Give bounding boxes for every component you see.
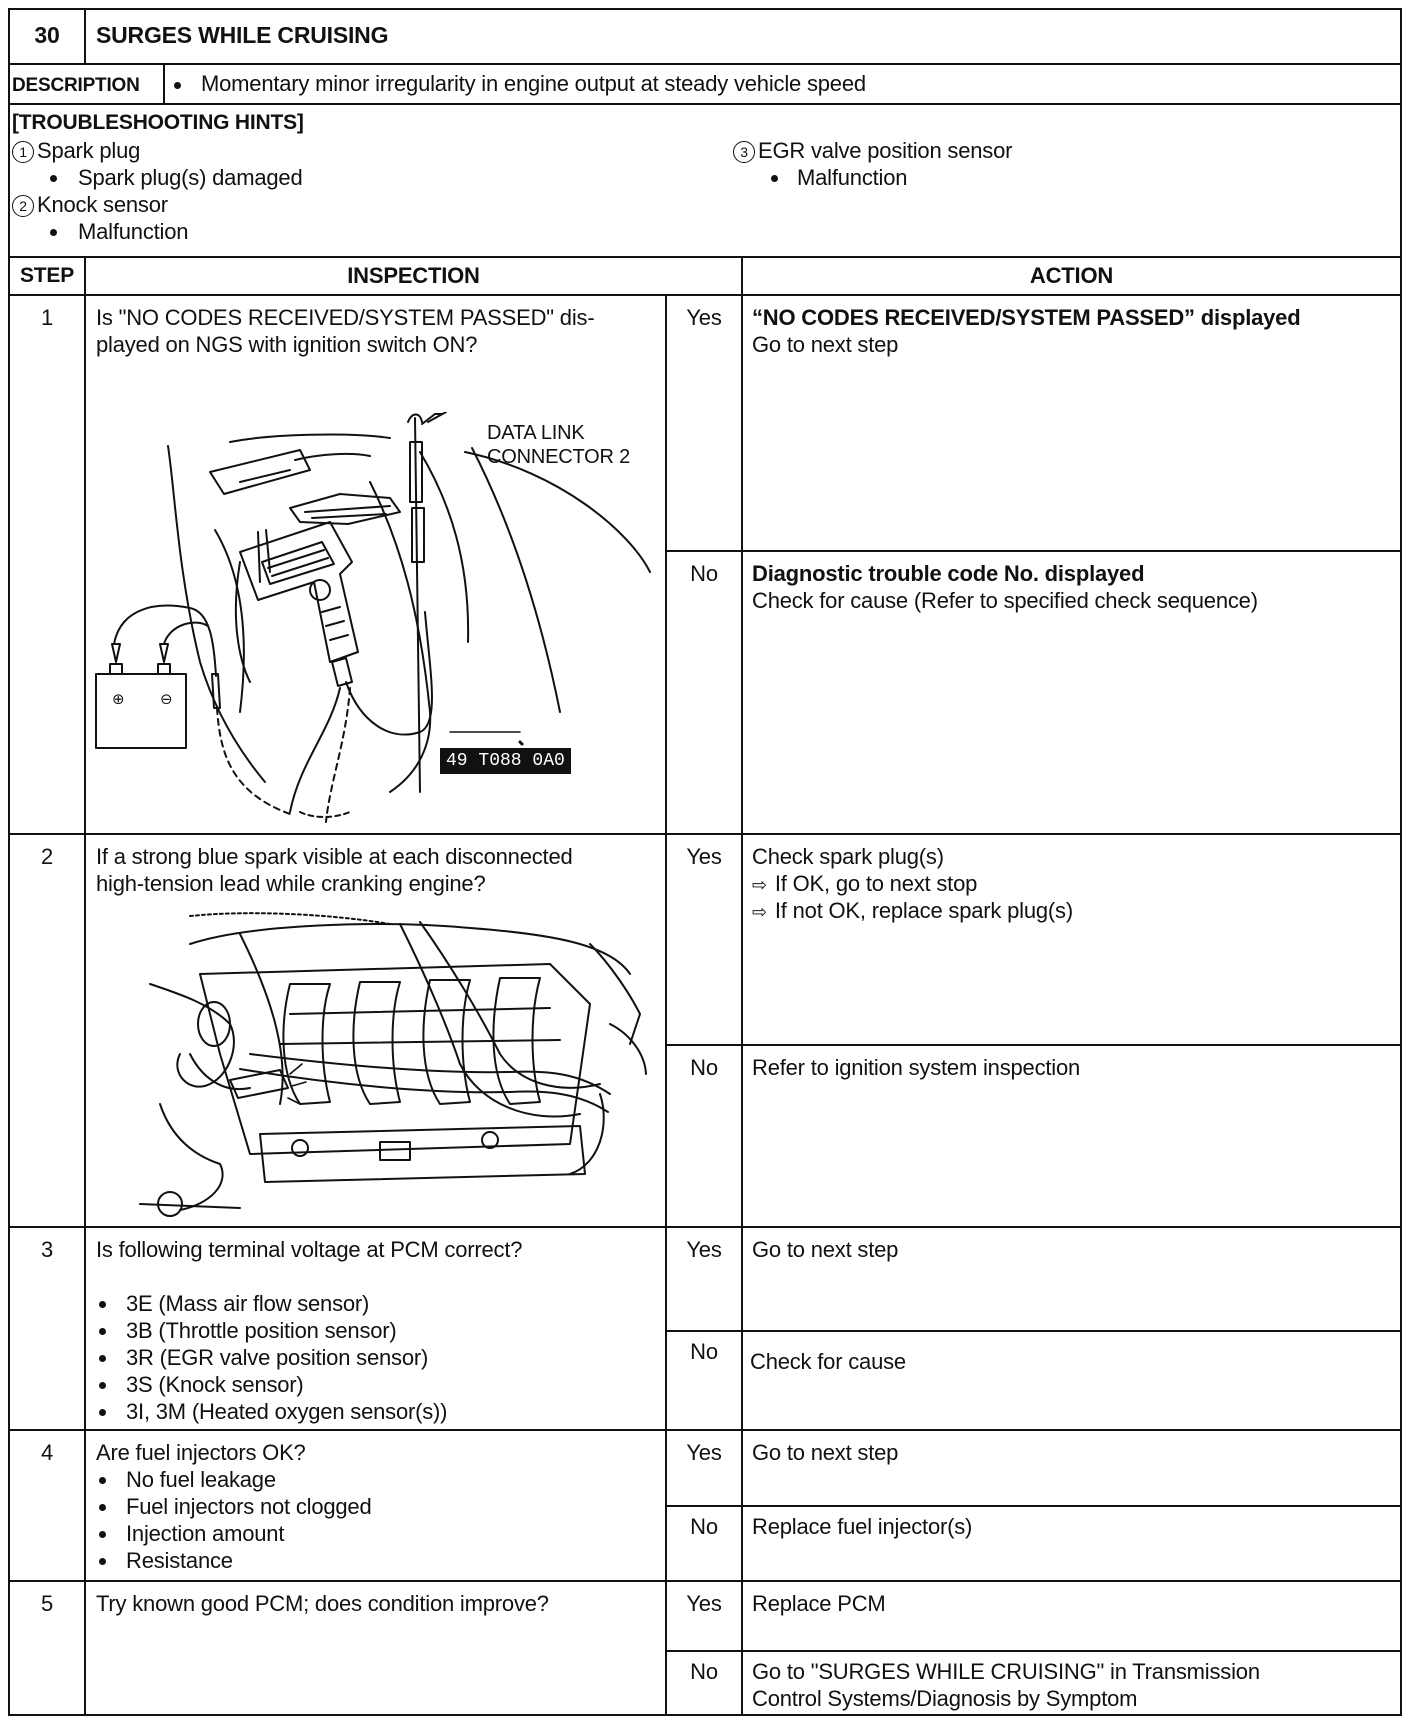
action-text: Check for cause bbox=[750, 1349, 906, 1374]
rule bbox=[8, 103, 1402, 105]
figure-label: DATA LINK bbox=[487, 422, 585, 444]
action-text: If OK, go to next stop bbox=[774, 871, 978, 896]
description-label: DESCRIPTION bbox=[12, 75, 140, 96]
hint-item-3 bbox=[733, 137, 1012, 164]
no-label: No bbox=[690, 1339, 718, 1364]
column-header-inspection: INSPECTION bbox=[347, 263, 480, 288]
hint-name: EGR valve position sensor bbox=[758, 138, 1013, 163]
bullet-text: 3I, 3M (Heated oxygen sensor(s)) bbox=[126, 1399, 448, 1424]
column-header-step: STEP bbox=[19, 264, 75, 287]
rule bbox=[665, 1330, 1402, 1332]
bullet-icon bbox=[99, 1409, 106, 1416]
action-text: Go to next step bbox=[752, 332, 899, 357]
yes-label: Yes bbox=[686, 844, 722, 869]
inspection-text: Are fuel injectors OK? bbox=[96, 1440, 306, 1465]
bullet-text: 3S (Knock sensor) bbox=[126, 1372, 304, 1397]
bullet-icon bbox=[99, 1328, 106, 1335]
bullet-icon bbox=[99, 1477, 106, 1484]
bullet-icon bbox=[771, 175, 778, 182]
no-label: No bbox=[690, 1055, 718, 1080]
step-number: 1 bbox=[40, 305, 54, 330]
hints-title: [TROUBLESHOOTING HINTS] bbox=[12, 111, 304, 134]
hint-item-1 bbox=[12, 137, 140, 164]
action-text: Refer to ignition system inspection bbox=[752, 1055, 1081, 1080]
action-text: If not OK, replace spark plug(s) bbox=[774, 898, 1073, 923]
section-number: 30 bbox=[34, 22, 60, 48]
column-header-action: ACTION bbox=[1029, 263, 1114, 288]
inspection-text: Is following terminal voltage at PCM correct? bbox=[96, 1237, 523, 1262]
action-text: Replace PCM bbox=[752, 1591, 886, 1616]
tool-number-tag: 49 T088 0A0 bbox=[440, 748, 571, 774]
hint-name: Spark plug bbox=[37, 138, 141, 163]
rule bbox=[84, 256, 86, 1716]
arrow-right-icon: ⇨ bbox=[752, 875, 767, 896]
rule bbox=[8, 1580, 1402, 1582]
inspection-text: played on NGS with ignition switch ON? bbox=[96, 332, 478, 357]
bullet-text: 3R (EGR valve position sensor) bbox=[126, 1345, 429, 1370]
minus-icon: ⊖ bbox=[160, 690, 173, 708]
bullet-icon bbox=[99, 1355, 106, 1362]
yes-label: Yes bbox=[686, 1440, 722, 1465]
bullet-text: Injection amount bbox=[126, 1521, 285, 1546]
rule bbox=[8, 1226, 1402, 1228]
bullet-text: 3B (Throttle position sensor) bbox=[126, 1318, 397, 1343]
bullet-icon bbox=[99, 1301, 106, 1308]
rule bbox=[8, 8, 1402, 10]
action-item bbox=[752, 870, 977, 899]
no-label: No bbox=[690, 561, 718, 586]
action-title: “NO CODES RECEIVED/SYSTEM PASSED” displayed bbox=[752, 305, 1301, 330]
rule bbox=[1400, 8, 1402, 1716]
rule bbox=[665, 1650, 1402, 1652]
bullet-icon bbox=[50, 229, 57, 236]
description-text: Momentary minor irregularity in engine output at steady vehicle speed bbox=[201, 71, 866, 96]
action-text: Go to "SURGES WHILE CRUISING" in Transmission bbox=[752, 1659, 1260, 1684]
action-text: Check spark plug(s) bbox=[752, 844, 944, 869]
hint-name: Knock sensor bbox=[37, 192, 168, 217]
yes-label: Yes bbox=[686, 1591, 722, 1616]
hint-detail: Malfunction bbox=[78, 219, 189, 244]
rule bbox=[163, 63, 165, 105]
circled-number-icon: 1 bbox=[12, 141, 34, 163]
rule bbox=[8, 833, 1402, 835]
rule bbox=[84, 8, 86, 65]
step-number: 4 bbox=[40, 1440, 54, 1465]
action-item bbox=[752, 897, 1073, 926]
rule bbox=[8, 294, 1402, 296]
bullet-text: Fuel injectors not clogged bbox=[126, 1494, 372, 1519]
circled-number-icon: 2 bbox=[12, 195, 34, 217]
page-title: SURGES WHILE CRUISING bbox=[96, 22, 389, 48]
bullet-icon bbox=[174, 82, 181, 89]
rule bbox=[8, 63, 1402, 65]
action-text: Go to next step bbox=[752, 1440, 899, 1465]
rule bbox=[8, 1429, 1402, 1431]
hint-item-2 bbox=[12, 191, 168, 218]
action-text: Replace fuel injector(s) bbox=[752, 1514, 973, 1539]
yes-label: Yes bbox=[686, 305, 722, 330]
rule bbox=[665, 294, 667, 1716]
figure-label: CONNECTOR 2 bbox=[487, 446, 631, 468]
bullet-icon bbox=[99, 1504, 106, 1511]
plus-icon: ⊕ bbox=[112, 690, 125, 708]
inspection-text: high-tension lead while cranking engine? bbox=[96, 871, 486, 896]
action-text: Control Systems/Diagnosis by Symptom bbox=[752, 1686, 1138, 1711]
action-title: Diagnostic trouble code No. displayed bbox=[752, 561, 1145, 586]
bullet-icon bbox=[99, 1558, 106, 1565]
bullet-icon bbox=[99, 1382, 106, 1389]
rule bbox=[8, 1714, 1402, 1716]
step-number: 5 bbox=[40, 1591, 54, 1616]
rule bbox=[665, 550, 1402, 552]
rule bbox=[8, 256, 1402, 258]
action-text: Go to next step bbox=[752, 1237, 899, 1262]
yes-label: Yes bbox=[686, 1237, 722, 1262]
rule bbox=[665, 1505, 1402, 1507]
ngs-connection-illustration bbox=[90, 412, 660, 826]
inspection-text: If a strong blue spark visible at each disconnected bbox=[96, 844, 573, 869]
circled-number-icon: 3 bbox=[733, 141, 755, 163]
bullet-text: 3E (Mass air flow sensor) bbox=[126, 1291, 370, 1316]
no-label: No bbox=[690, 1514, 718, 1539]
bullet-text: No fuel leakage bbox=[126, 1467, 276, 1492]
step-number: 3 bbox=[40, 1237, 54, 1262]
inspection-text: Try known good PCM; does condition improve? bbox=[96, 1591, 549, 1616]
inspection-text: Is "NO CODES RECEIVED/SYSTEM PASSED" dis- bbox=[96, 305, 595, 330]
rule bbox=[741, 256, 743, 1716]
arrow-right-icon: ⇨ bbox=[752, 902, 767, 923]
bullet-icon bbox=[50, 175, 57, 182]
action-text: Check for cause (Refer to specified check sequence) bbox=[752, 588, 1258, 613]
spark-test-illustration bbox=[130, 904, 650, 1222]
bullet-text: Resistance bbox=[126, 1548, 233, 1573]
hint-detail: Spark plug(s) damaged bbox=[78, 165, 303, 190]
rule bbox=[665, 1044, 1402, 1046]
no-label: No bbox=[690, 1659, 718, 1684]
hint-detail: Malfunction bbox=[797, 165, 908, 190]
step-number: 2 bbox=[40, 844, 54, 869]
bullet-icon bbox=[99, 1531, 106, 1538]
